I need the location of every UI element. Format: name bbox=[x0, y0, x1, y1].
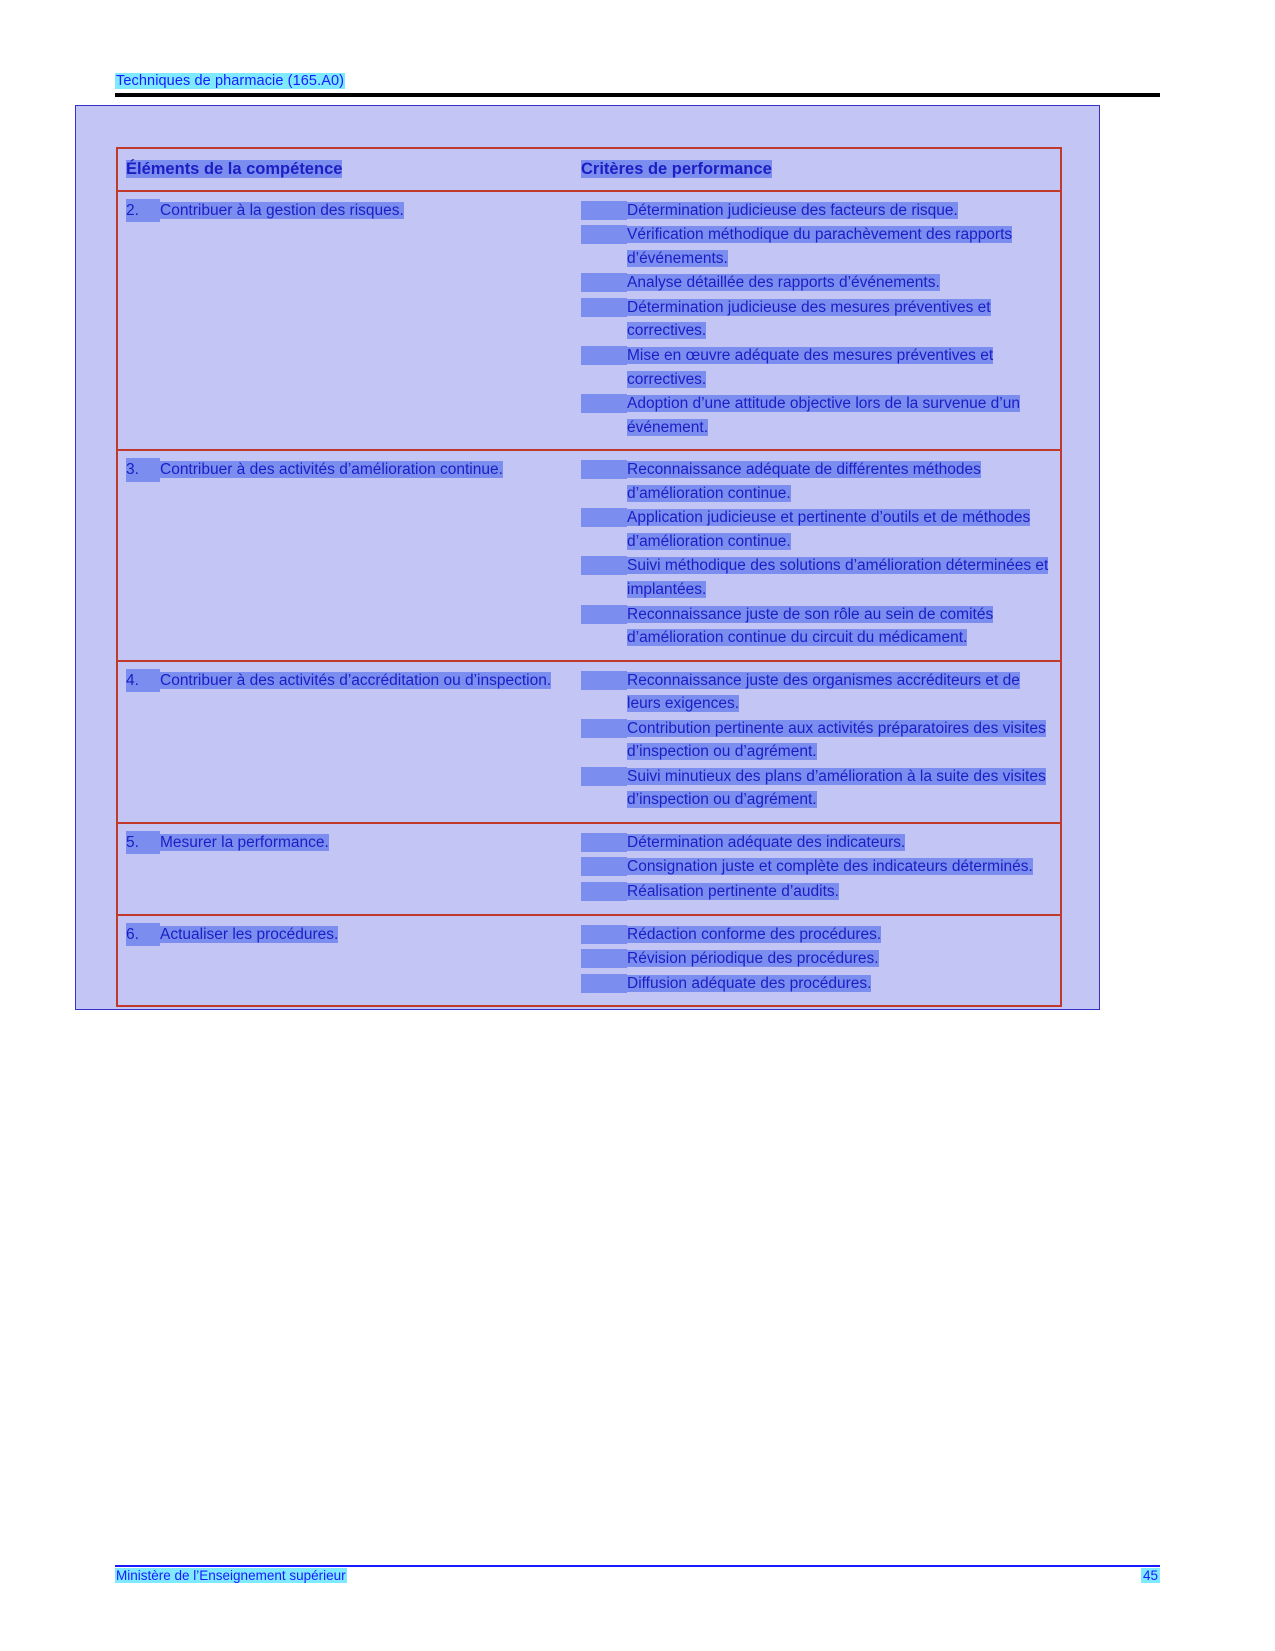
element-entry bbox=[126, 199, 565, 223]
criterion-text: Mise en œuvre adéquate des mesures préventives et correctives. bbox=[627, 347, 994, 388]
bullet-icon bbox=[581, 974, 627, 993]
criteria-cell bbox=[573, 662, 1060, 822]
criteria-cell bbox=[573, 824, 1060, 914]
criterion-text: Suivi minutieux des plans d’amélioration à la suite des visites d’inspection ou d’agrément. bbox=[627, 767, 1046, 809]
criterion-text: Adoption d’une attitude objective lors de la survenue d’un événement. bbox=[627, 395, 1020, 436]
criterion-text: Reconnaissance juste des organismes accréditeurs et de leurs exigences. bbox=[627, 671, 1020, 713]
element-entry bbox=[126, 831, 565, 855]
list-item bbox=[581, 506, 1052, 553]
table-row bbox=[118, 662, 1060, 824]
bullet-icon bbox=[581, 298, 627, 317]
page-header bbox=[115, 72, 1160, 94]
element-cell bbox=[118, 451, 573, 659]
element-label bbox=[160, 458, 503, 482]
criteria-cell bbox=[573, 451, 1060, 659]
element-number: 4. bbox=[126, 669, 160, 693]
criterion-text: Consignation juste et complète des indicateurs déterminés. bbox=[627, 858, 1033, 876]
element-label-text: Actualiser les procédures. bbox=[160, 925, 339, 943]
bullet-icon bbox=[581, 671, 627, 690]
criteria-list bbox=[581, 458, 1052, 649]
criterion-text: Vérification méthodique du parachèvement des rapports d’événements. bbox=[627, 226, 1013, 267]
criteria-cell bbox=[573, 192, 1060, 449]
criterion-text: Révision périodique des procédures. bbox=[627, 950, 879, 968]
list-item bbox=[581, 855, 1052, 879]
bullet-icon bbox=[581, 346, 627, 365]
bullet-icon bbox=[581, 508, 627, 527]
criterion-text: Détermination judicieuse des mesures préventives et correctives. bbox=[627, 298, 991, 340]
column-header-elements: Éléments de la compétence bbox=[126, 160, 343, 178]
footer-page-number: 45 bbox=[1142, 1568, 1158, 1583]
table-header-row bbox=[118, 149, 1060, 192]
list-item bbox=[581, 223, 1052, 270]
list-item bbox=[581, 947, 1052, 971]
element-label bbox=[160, 923, 338, 947]
competency-table bbox=[116, 147, 1062, 1007]
criterion-text: Diffusion adéquate des procédures. bbox=[627, 974, 872, 992]
list-item bbox=[581, 458, 1052, 505]
element-label-text: Mesurer la performance. bbox=[160, 833, 329, 851]
criterion-text: Reconnaissance adéquate de différentes méthodes d’amélioration continue. bbox=[627, 461, 981, 502]
table-row bbox=[118, 192, 1060, 451]
bullet-icon bbox=[581, 719, 627, 738]
page-footer bbox=[115, 1568, 1160, 1588]
list-item bbox=[581, 344, 1052, 391]
table-header-elements-cell bbox=[118, 149, 573, 190]
list-item bbox=[581, 271, 1052, 295]
criterion-text: Réalisation pertinente d’audits. bbox=[627, 882, 839, 900]
bullet-icon bbox=[581, 556, 627, 575]
table-row bbox=[118, 451, 1060, 661]
element-label bbox=[160, 199, 404, 223]
list-item bbox=[581, 296, 1052, 343]
criteria-list bbox=[581, 669, 1052, 812]
bullet-icon bbox=[581, 949, 627, 968]
element-entry bbox=[126, 458, 565, 482]
element-number: 5. bbox=[126, 831, 160, 855]
element-label-text: Contribuer à des activités d’amélioration continue. bbox=[160, 461, 503, 479]
element-label bbox=[160, 669, 551, 693]
element-label bbox=[160, 831, 329, 855]
criterion-text: Détermination judicieuse des facteurs de risque. bbox=[627, 201, 958, 219]
table-row bbox=[118, 824, 1060, 916]
bullet-icon bbox=[581, 925, 627, 944]
bullet-icon bbox=[581, 394, 627, 413]
element-cell bbox=[118, 662, 573, 822]
bullet-icon bbox=[581, 225, 627, 244]
header-divider bbox=[115, 93, 1160, 97]
list-item bbox=[581, 972, 1052, 996]
element-cell bbox=[118, 192, 573, 449]
footer-ministry: Ministère de l’Enseignement supérieur bbox=[116, 1568, 346, 1583]
criteria-list bbox=[581, 199, 1052, 439]
criterion-text: Contribution pertinente aux activités préparatoires des visites d’inspection ou d’agrément. bbox=[627, 719, 1046, 761]
criterion-text: Suivi méthodique des solutions d’amélioration déterminées et implantées. bbox=[627, 557, 1049, 598]
element-entry bbox=[126, 669, 565, 693]
bullet-icon bbox=[581, 201, 627, 220]
criterion-text: Rédaction conforme des procédures. bbox=[627, 925, 882, 943]
list-item bbox=[581, 669, 1052, 716]
criterion-text: Analyse détaillée des rapports d’événements. bbox=[627, 274, 940, 292]
criteria-list bbox=[581, 831, 1052, 904]
bullet-icon bbox=[581, 767, 627, 786]
element-number: 3. bbox=[126, 458, 160, 482]
criteria-list bbox=[581, 923, 1052, 996]
list-item bbox=[581, 923, 1052, 947]
element-number: 6. bbox=[126, 923, 160, 947]
list-item bbox=[581, 831, 1052, 855]
table-header-criteria-cell bbox=[573, 149, 1060, 190]
list-item bbox=[581, 765, 1052, 812]
criterion-text: Application judicieuse et pertinente d’outils et de méthodes d’amélioration continue. bbox=[627, 509, 1031, 550]
bullet-icon bbox=[581, 857, 627, 876]
element-label-text: Contribuer à des activités d’accréditation ou d’inspection. bbox=[160, 671, 552, 689]
bullet-icon bbox=[581, 882, 627, 901]
bullet-icon bbox=[581, 605, 627, 624]
bullet-icon bbox=[581, 833, 627, 852]
element-label-text: Contribuer à la gestion des risques. bbox=[160, 201, 404, 219]
table-row bbox=[118, 916, 1060, 1006]
criteria-cell bbox=[573, 916, 1060, 1006]
bullet-icon bbox=[581, 460, 627, 479]
element-cell bbox=[118, 824, 573, 914]
list-item bbox=[581, 717, 1052, 764]
list-item bbox=[581, 554, 1052, 601]
criterion-text: Reconnaissance juste de son rôle au sein de comités d’amélioration continue du circuit du médicament. bbox=[627, 605, 994, 647]
bullet-icon bbox=[581, 273, 627, 292]
list-item bbox=[581, 880, 1052, 904]
column-header-criteria: Critères de performance bbox=[581, 160, 772, 178]
element-cell bbox=[118, 916, 573, 1006]
list-item bbox=[581, 603, 1052, 650]
list-item bbox=[581, 199, 1052, 223]
program-title: Techniques de pharmacie (165.A0) bbox=[116, 73, 345, 89]
element-entry bbox=[126, 923, 565, 947]
footer-divider bbox=[115, 1565, 1160, 1567]
element-number: 2. bbox=[126, 199, 160, 223]
list-item bbox=[581, 392, 1052, 439]
criterion-text: Détermination adéquate des indicateurs. bbox=[627, 833, 906, 851]
